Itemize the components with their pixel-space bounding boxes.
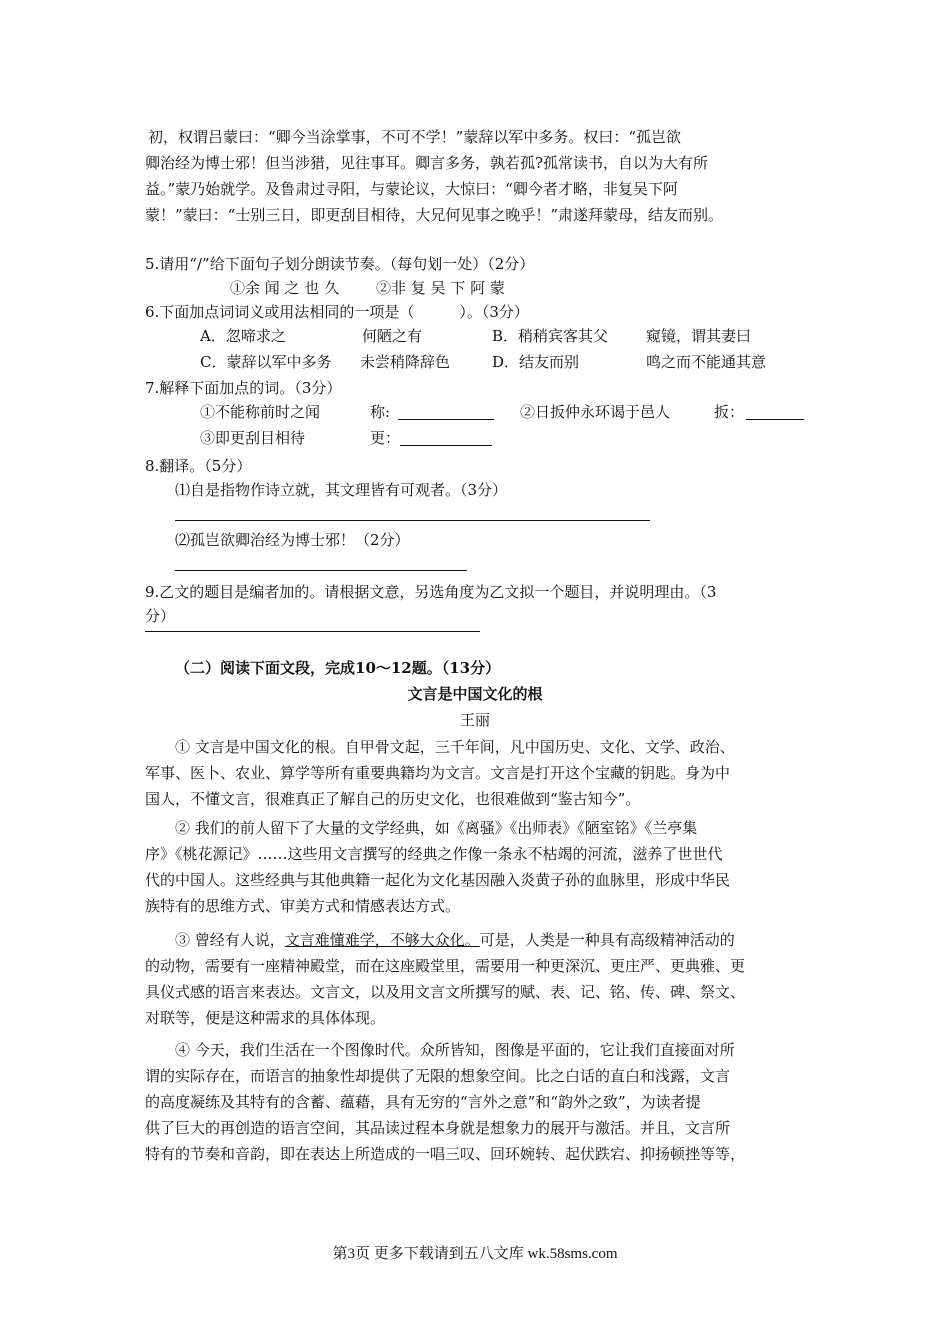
para-3-lead: ③ 曾经有人说， <box>175 931 285 949</box>
question-6-option-a1: A．忽啼求之 <box>200 327 286 345</box>
question-6-option-d2: 鸣之而不能通其意 <box>646 353 767 371</box>
question-5-stem: 5.请用“/”给下面句子划分朗读节奏。（每句划一处）（2分） <box>145 255 535 273</box>
essay-author: 王丽 <box>459 711 490 729</box>
question-7-blank-3[interactable] <box>400 429 492 446</box>
essay-line-15: 特有的节奏和音韵，即在表达上所造成的一唱三叹、回环婉转、起伏跌宕、抑扬顿挫等等， <box>145 1145 746 1163</box>
question-6-option-c1: C．蒙辞以军中多务 <box>200 353 332 371</box>
essay-line-6: 代的中国人。这些经典与其他典籍一起化为文化基因融入炎黄子孙的血脉里，形成中华民 <box>145 871 731 889</box>
question-9-answer-line[interactable] <box>145 631 480 632</box>
para-3-underlined-sentence: 文言难懂难学，不够大众化。 <box>284 931 480 949</box>
question-8-sentence-2: ⑵孤岂欲卿治经为博士邪！（2分） <box>175 531 410 549</box>
passage-line-2: 卿治经为博士邪！但当涉猎，见往事耳。卿言多务，孰若孤?孤常读书，自以为大有所 <box>145 154 709 172</box>
question-9-stem: 9.乙文的题目是编者加的。请根据文意，另选角度为乙文拟一个题目，并说明理由。（3 <box>145 583 717 601</box>
question-6-option-a2: 何陋之有 <box>362 327 423 345</box>
essay-line-4: ② 我们的前人留下了大量的文学经典，如《离骚》《出师表》《陋室铭》《兰亭集 <box>175 819 698 837</box>
question-7-item-3-word: 更： <box>370 429 401 447</box>
question-5-sentence-1: ①余 闻 之 也 久 <box>230 279 340 297</box>
question-6-option-d1: D．结友而别 <box>492 353 580 371</box>
essay-line-3: 国人，不懂文言，很难真正了解自己的历史文化，也很难做到“鉴古知今”。 <box>145 790 641 808</box>
passage-line-1: 初，权谓吕蒙曰：“卿今当涂掌事，不可不学！”蒙辞以军中多务。权曰：“孤岂欲 <box>148 128 682 146</box>
question-5-sentence-2: ②非 复 吴 下 阿 蒙 <box>376 279 505 297</box>
essay-line-10: 对联等，便是这种需求的具体体现。 <box>145 1009 386 1027</box>
passage-line-4: 蒙！”蒙曰：“士别三日，即更刮目相待，大兄何见事之晚乎！”肃遂拜蒙母，结友而别。 <box>145 206 724 224</box>
question-7-stem: 7.解释下面加点的词。（3分） <box>145 379 342 397</box>
question-8-sentence-1: ⑴自是指物作诗立就，其文理皆有可观者。（3分） <box>175 481 508 499</box>
page-footer: 第3页 更多下载请到五八文库 wk.58sms.com <box>332 1246 618 1262</box>
question-7-item-2-word: 扳： <box>714 403 745 421</box>
question-6-option-b1: B．稍稍宾客其父 <box>492 327 609 345</box>
question-7-item-1-word: 称: <box>370 403 391 421</box>
question-9-stem-cont: 分） <box>145 607 176 625</box>
essay-line-7: 族特有的思维方式、审美方式和情感表达方式。 <box>145 897 461 915</box>
question-7-blank-2[interactable] <box>746 403 804 420</box>
question-6-option-c2: 未尝稍降辞色 <box>360 353 451 371</box>
essay-line-8: 的动物，需要有一座精神殿堂，而在这座殿堂里，需要用一种更深沉、更庄严、更典雅、更 <box>145 957 746 975</box>
essay-line-5: 序》《桃花源记》……这些用文言撰写的经典之作像一条永不枯竭的河流，滋养了世世代 <box>145 845 723 863</box>
passage-line-3: 益。”蒙乃始就学。及鲁肃过寻阳，与蒙论议，大惊曰：“卿今者才略，非复吴下阿 <box>145 180 678 198</box>
question-8-answer-line-1[interactable] <box>175 520 650 521</box>
essay-line-9: 具仪式感的语言来表达。文言文，以及用文言文所撰写的赋、表、记、铭、传、碑、祭文、 <box>145 983 746 1001</box>
question-6-option-b2: 窥镜，谓其妻曰 <box>646 327 752 345</box>
section-2-heading: （二）阅读下面文段，完成10～12题。（13分） <box>175 659 501 677</box>
essay-line-12: 谓的实际存在，而语言的抽象性却提供了无限的想象空间。比之白话的直白和浅露，文言 <box>145 1067 731 1085</box>
question-8-answer-line-2[interactable] <box>175 570 467 571</box>
question-7-blank-1[interactable] <box>398 403 494 420</box>
question-7-item-1: ①不能称前时之闻 <box>200 403 321 421</box>
essay-line-1: ① 文言是中国文化的根。自甲骨文起，三千年间，凡中国历史、文化、文学、政治、 <box>175 738 735 756</box>
question-6-stem: 6.下面加点词词义或用法相同的一项是（ ）。（3分） <box>145 303 529 321</box>
essay-line-14: 供了巨大的再创造的语言空间，其品读过程本身就是想象力的展开与激活。并且，文言所 <box>145 1119 731 1137</box>
essay-line-13: 的高度凝练及其特有的含蓄、蕴藉，具有无穷的“言外之意”和“韵外之致”，为读者提 <box>145 1093 701 1111</box>
question-8-stem: 8.翻译。（5分） <box>145 457 252 475</box>
question-7-item-2: ②日扳仲永环谒于邑人 <box>520 403 671 421</box>
para-3-rest: 可是，人类是一种具有高级精神活动的 <box>479 931 735 949</box>
essay-para-3-line-1 <box>175 930 735 950</box>
question-7-item-3: ③即更刮目相待 <box>200 429 306 447</box>
essay-title: 文言是中国文化的根 <box>407 685 543 703</box>
essay-line-11: ④ 今天，我们生活在一个图像时代。众所皆知，图像是平面的，它让我们直接面对所 <box>175 1041 735 1059</box>
essay-line-2: 军事、医卜、农业、算学等所有重要典籍均为文言。文言是打开这个宝藏的钥匙。身为中 <box>145 764 731 782</box>
